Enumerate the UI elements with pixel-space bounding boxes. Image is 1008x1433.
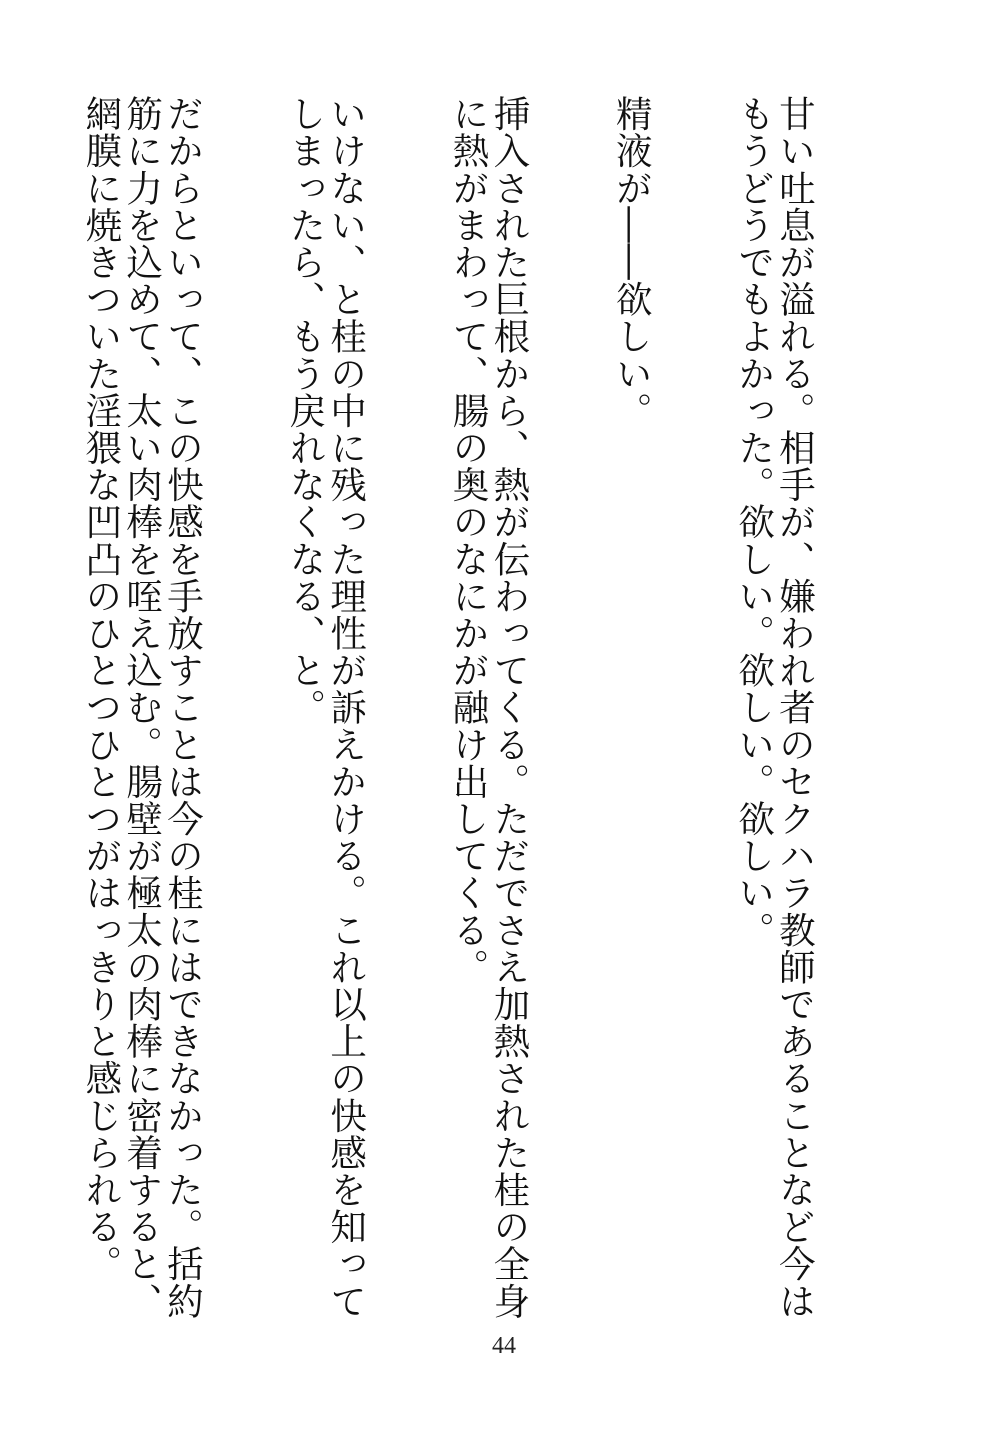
- paragraph: 甘い吐息が溢れる。相手が、嫌われ者のセクハラ教師であることなど今はもうどうでもよかった。欲しい。欲しい。欲しい。: [732, 95, 817, 1320]
- paragraph: いけない、と桂の中に残った理性が訴えかける。これ以上の快感を知ってしまったら、もう戻れなくなる、と。: [283, 95, 368, 1320]
- paragraph: だからといって、この快感を手放すことは今の桂にはできなかった。括約筋に力を込めて、太い肉棒を咥え込む。腸壁が極太の肉棒に密着すると、網膜に焼きついた淫猥な凹凸のひとつひとつがはっきりと感じられる。: [79, 95, 205, 1320]
- body-text: [0, 95, 896, 1325]
- paragraph: 精液が――欲しい。: [610, 95, 654, 429]
- page-number: 44: [492, 1333, 516, 1359]
- paragraph: 挿入された巨根から、熱が伝わってくる。ただでさえ加熱された桂の全身に熱がまわって、腸の奥のなにかが融け出してくる。: [447, 95, 531, 1320]
